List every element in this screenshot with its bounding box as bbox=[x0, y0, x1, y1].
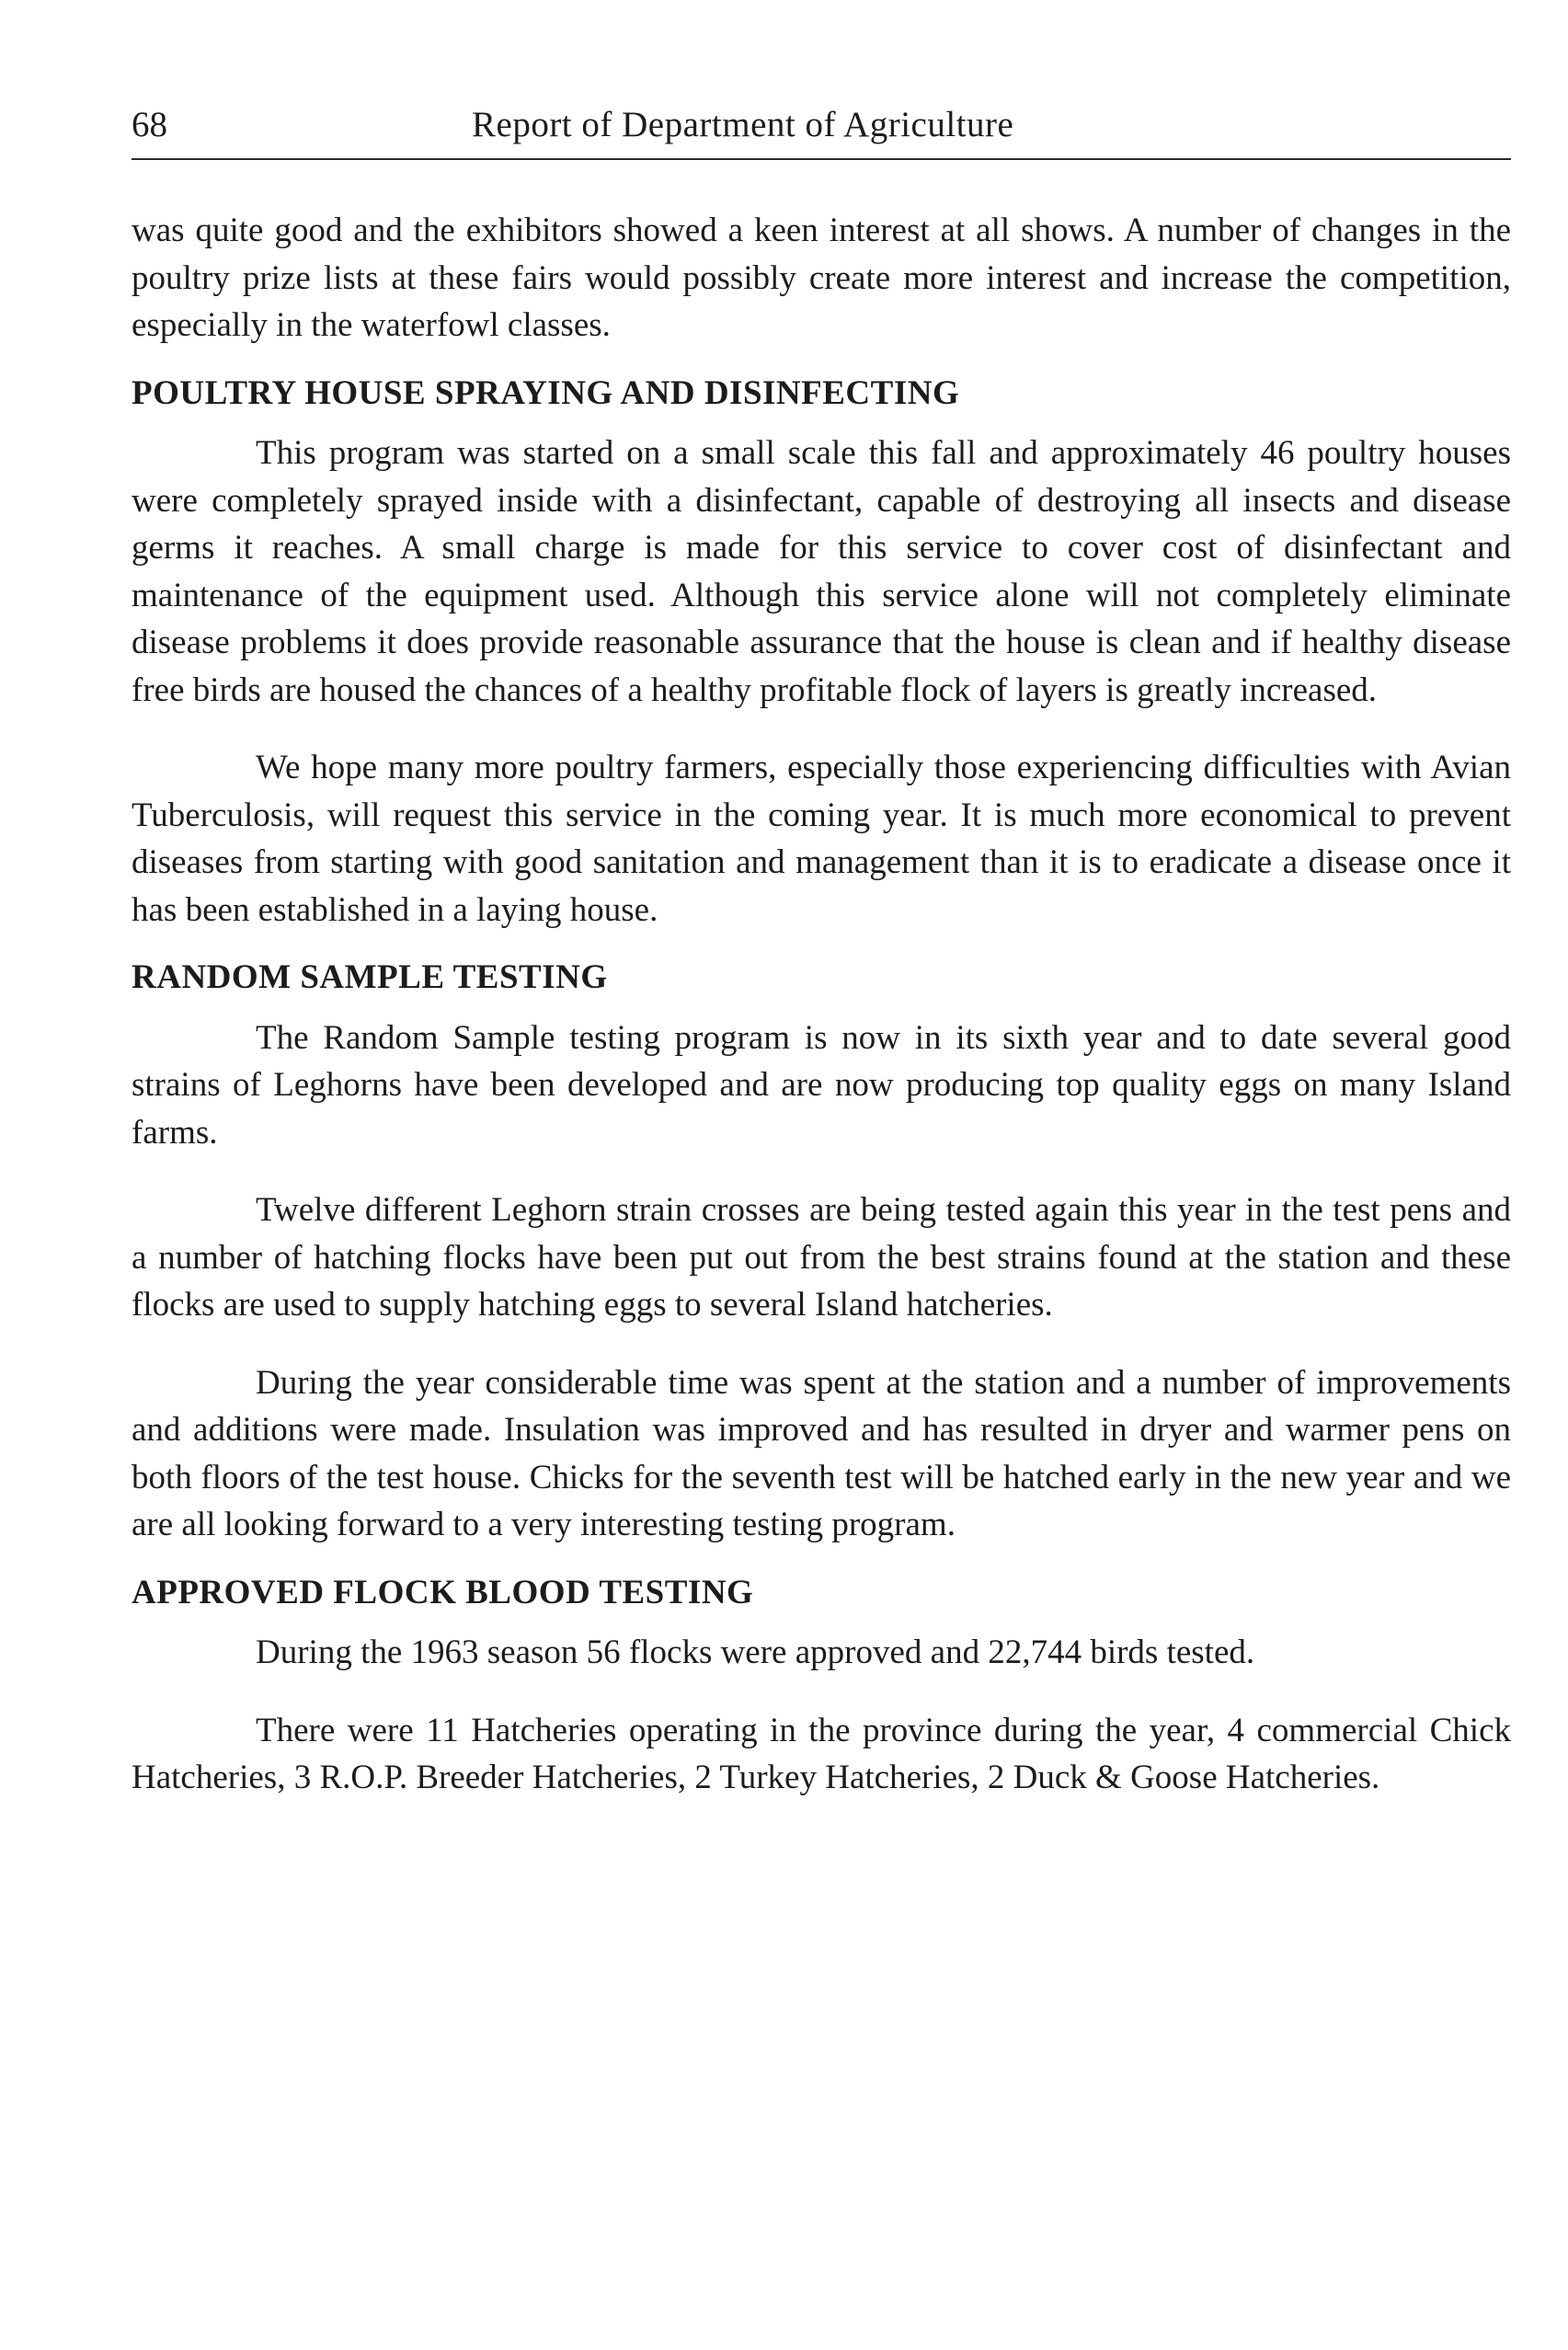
blood-testing-paragraph-1: During the 1963 season 56 flocks were approved and 22,744 birds tested. bbox=[256, 1634, 1255, 1671]
random-sample-paragraph-3: During the year considerable time was spent at the station and a number of improvements and additions were made. Insulation was improved and has resulted in dryer and warmer pens on both floors of the test house. Chicks for the seventh test will be hatched early in the new year and we are all looking forward to a very interesting testing program. bbox=[132, 1363, 1511, 1543]
running-head bbox=[132, 99, 1511, 151]
page-number: 68 bbox=[132, 105, 167, 144]
section-heading-random-sample: RANDOM SAMPLE TESTING bbox=[132, 958, 608, 996]
section-heading-spraying: POULTRY HOUSE SPRAYING AND DISINFECTING bbox=[132, 373, 960, 412]
section-heading-blood-testing: APPROVED FLOCK BLOOD TESTING bbox=[132, 1573, 754, 1611]
spraying-paragraph-2: We hope many more poultry farmers, especially those experiencing difficulties with Avian Tuberculosis, will request this service in the coming year. It is much more economical to prevent diseases from starting with good sanitation and management than it is to eradicate a disease once it has been established in a laying house. bbox=[132, 749, 1511, 929]
running-title: Report of Department of Agriculture bbox=[472, 105, 1014, 144]
random-sample-paragraph-1: The Random Sample testing program is now in its sixth year and to date several good strains of Leghorns have been developed and are now producing top quality eggs on many Island farms. bbox=[132, 1018, 1511, 1152]
intro-paragraph: was quite good and the exhibitors showed a keen interest at all shows. A number of changes in the poultry prize lists at these fairs would possibly create more interest and increase the competition, especially in the waterfowl classes. bbox=[132, 212, 1511, 344]
header-rule bbox=[132, 158, 1511, 160]
blood-testing-paragraph-2: There were 11 Hatcheries operating in the province during the year, 4 commercial Chick Hatcheries, 3 R.O.P. Breeder Hatcheries, 2 Turkey Hatcheries, 2 Duck & Goose Hatcheries. bbox=[132, 1711, 1511, 1796]
page-body bbox=[132, 207, 1511, 1802]
spraying-paragraph-1: This program was started on a small scale this fall and approximately 46 poultry houses were completely sprayed inside with a disinfectant, capable of destroying all insects and disease germs it reaches. A small charge is made for this service to cover cost of disinfectant and maintenance of the equipment used. Although this service alone will not completely eliminate disease problems it does provide reasonable assurance that the house is clean and if healthy disease free birds are housed the chances of a healthy profitable flock of layers is greatly increased. bbox=[132, 434, 1511, 709]
random-sample-paragraph-2: Twelve different Leghorn strain crosses are being tested again this year in the test pens and a number of hatching flocks have been put out from the best strains found at the station and these flocks are used to supply hatching eggs to several Island hatcheries. bbox=[132, 1191, 1511, 1324]
document-page bbox=[132, 0, 1511, 2350]
